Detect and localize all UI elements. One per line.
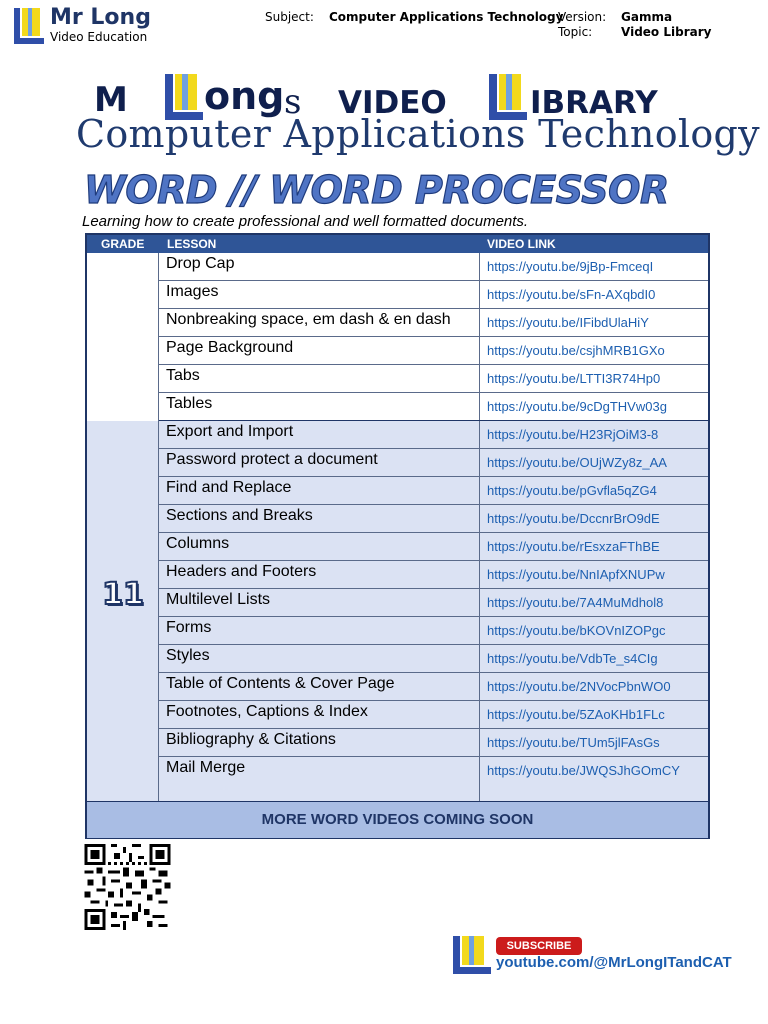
video-link[interactable]: https://youtu.be/VdbTe_s4CIg [487,651,658,666]
lesson-name: Forms [166,619,212,636]
lesson-name: Tables [166,395,213,412]
lesson-name: Nonbreaking space, em dash & en dash [166,311,451,328]
table-row [159,281,708,309]
header-video-link: VIDEO LINK [487,237,556,251]
lesson-name: Tabs [166,367,200,384]
banner-word-s: s [284,82,302,122]
brand-tagline: Video Education [50,30,148,44]
grade-10-rows [87,253,708,421]
table-row [159,253,708,281]
video-link[interactable]: https://youtu.be/DccnrBrO9dE [487,511,660,526]
table-row [159,309,708,337]
subject-label: Subject: [265,10,314,24]
banner-word-m: M [94,80,128,120]
topic-label: Topic: [558,25,593,39]
table-row [159,673,708,701]
lesson-name: Table of Contents & Cover Page [166,675,395,692]
banner-word-video: VIDEO [338,85,447,121]
course-title: Computer Applications Technology [76,112,760,156]
table-row [159,337,708,365]
subject-value: Computer Applications Technology [329,10,564,24]
table-row [159,645,708,673]
lesson-name: Drop Cap [166,255,235,272]
grade-11-rows [87,421,708,801]
video-link[interactable]: https://youtu.be/OUjWZy8z_AA [487,455,667,470]
table-header [87,235,708,253]
video-link[interactable]: https://youtu.be/TUm5jlFAsGs [487,735,660,750]
table-row [159,365,708,393]
video-link[interactable]: https://youtu.be/9cDgTHVw03g [487,399,667,414]
video-link[interactable]: https://youtu.be/LTTI3R74Hp0 [487,371,661,386]
youtube-l-logo-icon [453,936,491,974]
lesson-name: Styles [166,647,210,664]
lesson-name: Find and Replace [166,479,292,496]
table-row [159,477,708,505]
table-row [159,729,708,757]
video-link[interactable]: https://youtu.be/IFibdUlaHiY [487,315,649,330]
table-row [159,701,708,729]
version-value: Gamma [621,10,673,24]
lesson-name: Password protect a document [166,451,378,468]
lesson-name: Mail Merge [166,759,246,776]
qr-code-icon [82,844,173,930]
subscribe-button[interactable]: SUBSCRIBE [496,937,582,955]
lesson-name: Images [166,283,219,300]
header-grade: GRADE [101,237,145,251]
subtitle: Learning how to create professional and well formatted documents. [82,213,529,230]
lesson-name: Multilevel Lists [166,591,271,608]
video-link[interactable]: https://youtu.be/rEsxzaFThBE [487,539,660,554]
video-link[interactable]: https://youtu.be/9jBp-FmceqI [487,259,654,274]
header-lesson: LESSON [167,237,217,251]
lesson-name: Page Background [166,339,294,356]
version-label: Version: [558,10,607,24]
banner-word-ong: ong [204,74,285,118]
topic-value: Video Library [621,25,712,39]
table-row [159,449,708,477]
grade-11-label: 11 [102,577,144,612]
lesson-name: Sections and Breaks [166,507,313,524]
table-row [159,589,708,617]
video-link[interactable]: https://youtu.be/7A4MuMdhol8 [487,595,664,610]
word-processor-title: WORD // WORD PROCESSOR [84,168,669,212]
banner-word-ibrary: IBRARY [530,85,658,121]
table-row [159,561,708,589]
grade-11-cell [87,421,159,801]
video-link[interactable]: https://youtu.be/JWQSJhGOmCY [487,763,680,778]
youtube-channel-link[interactable]: youtube.com/@MrLongITandCAT [496,954,732,971]
grade-10-divider [87,253,159,421]
video-link[interactable]: https://youtu.be/2NVocPbnWO0 [487,679,671,694]
lesson-name: Export and Import [166,423,294,440]
lesson-name: Columns [166,535,230,552]
table-row [159,617,708,645]
lesson-name: Headers and Footers [166,563,317,580]
video-table [85,233,710,839]
table-row [159,533,708,561]
video-link[interactable]: https://youtu.be/pGvfla5qZG4 [487,483,657,498]
brand-name: Mr Long [50,5,151,30]
table-row [159,757,708,801]
video-link[interactable]: https://youtu.be/sFn-AXqbdI0 [487,287,656,302]
table-row [159,505,708,533]
lesson-name: Footnotes, Captions & Index [166,703,368,720]
lesson-name: Bibliography & Citations [166,731,336,748]
video-link[interactable]: https://youtu.be/5ZAoKHb1FLc [487,707,665,722]
video-link[interactable]: https://youtu.be/bKOVnIZOPgc [487,623,666,638]
video-link[interactable]: https://youtu.be/H23RjOiM3-8 [487,427,659,442]
table-row [159,421,708,449]
video-link[interactable]: https://youtu.be/csjhMRB1GXo [487,343,665,358]
mr-long-logo-icon [14,8,44,44]
coming-soon-banner: MORE WORD VIDEOS COMING SOON [87,801,708,838]
table-row [159,393,708,421]
video-link[interactable]: https://youtu.be/NnIApfXNUPw [487,567,665,582]
